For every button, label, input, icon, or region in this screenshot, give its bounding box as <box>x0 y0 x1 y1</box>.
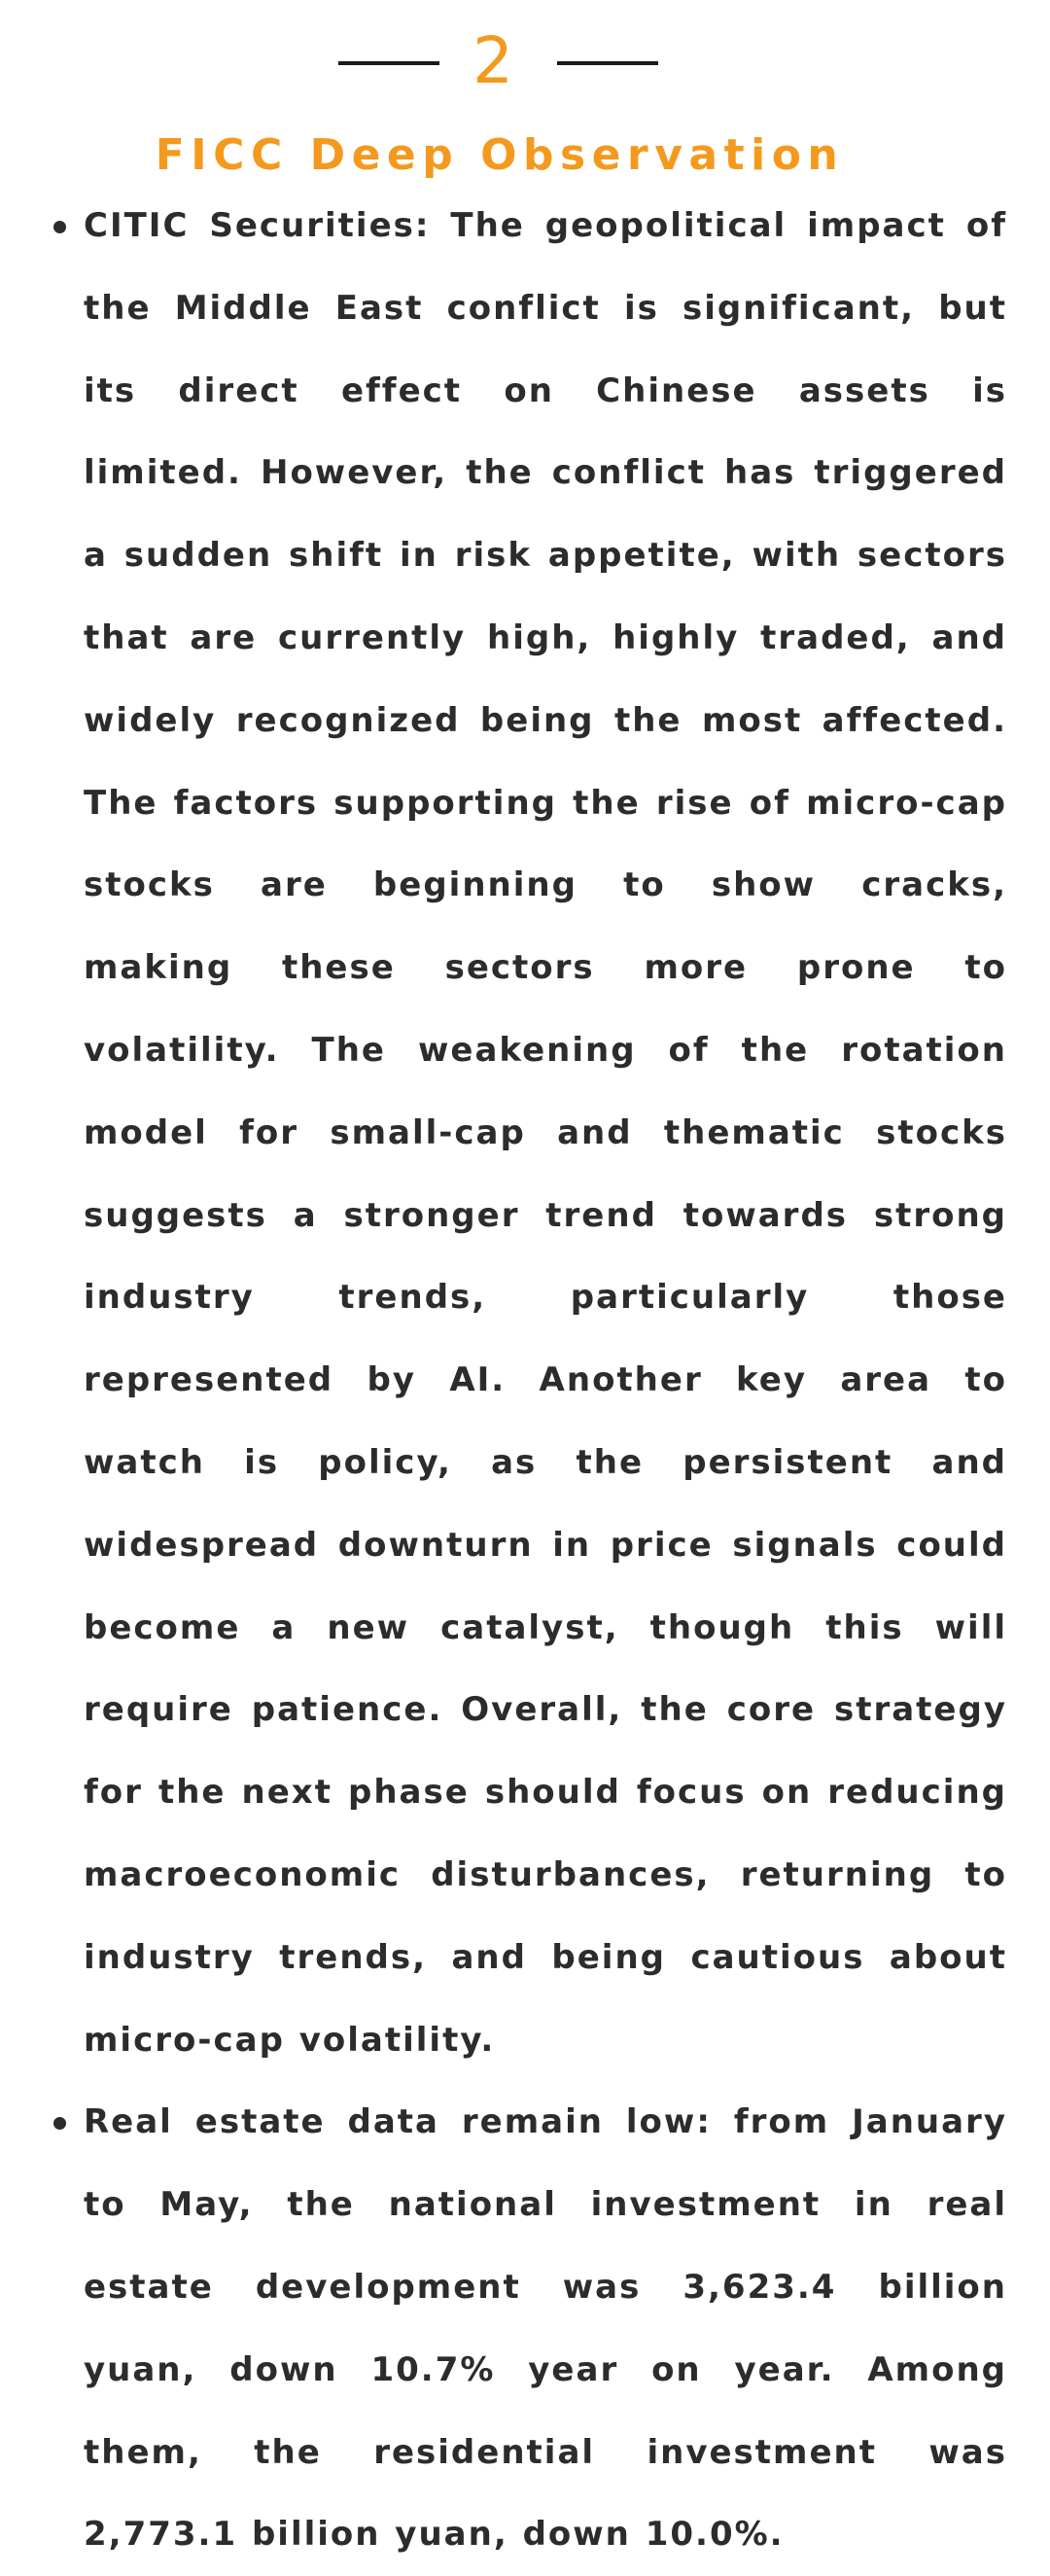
section-header <box>0 18 1050 105</box>
bullet-item-real-estate <box>84 2081 1007 2576</box>
section-number: 2 <box>472 23 513 98</box>
section-title: FICC Deep Observation <box>155 130 845 180</box>
header-rule-right <box>557 61 658 65</box>
bullet-text: Real estate data remain low: from January to May, the national investment in real estate development was 3,623.4 billion yuan, down 10.7% year on year. Among them, the residential investment was 2,773.1 billion yuan, down 10.0%. <box>84 2102 1007 2555</box>
bullet-dot-icon <box>53 221 66 233</box>
bullet-dot-icon <box>53 2117 66 2130</box>
bullet-text: CITIC Securities: The geopolitical impact of the Middle East conflict is significant, but its direct effect on Chinese assets is limited. However, the conflict has triggered a sudden shift in risk appetite, with sectors that are currently high, highly traded, and widely recognized being the most affected. The factors supporting the rise of micro-cap stocks are beginning to show cracks, making these sectors more prone to volatility. The weakening of the rotation model for small-cap and thematic stocks suggests a stronger trend towards strong industry trends, particularly those represented by AI. Another key area to watch is policy, as the persistent and widespread downturn in price signals could become a new catalyst, though this will require patience. Overall, the core strategy for the next phase should focus on reducing macroeconomic disturbances, returning to industry trends, and being cautious about micro-cap volatility. <box>84 206 1007 2060</box>
bullet-item-citic <box>84 185 1007 2081</box>
bullet-list <box>84 185 1007 2576</box>
